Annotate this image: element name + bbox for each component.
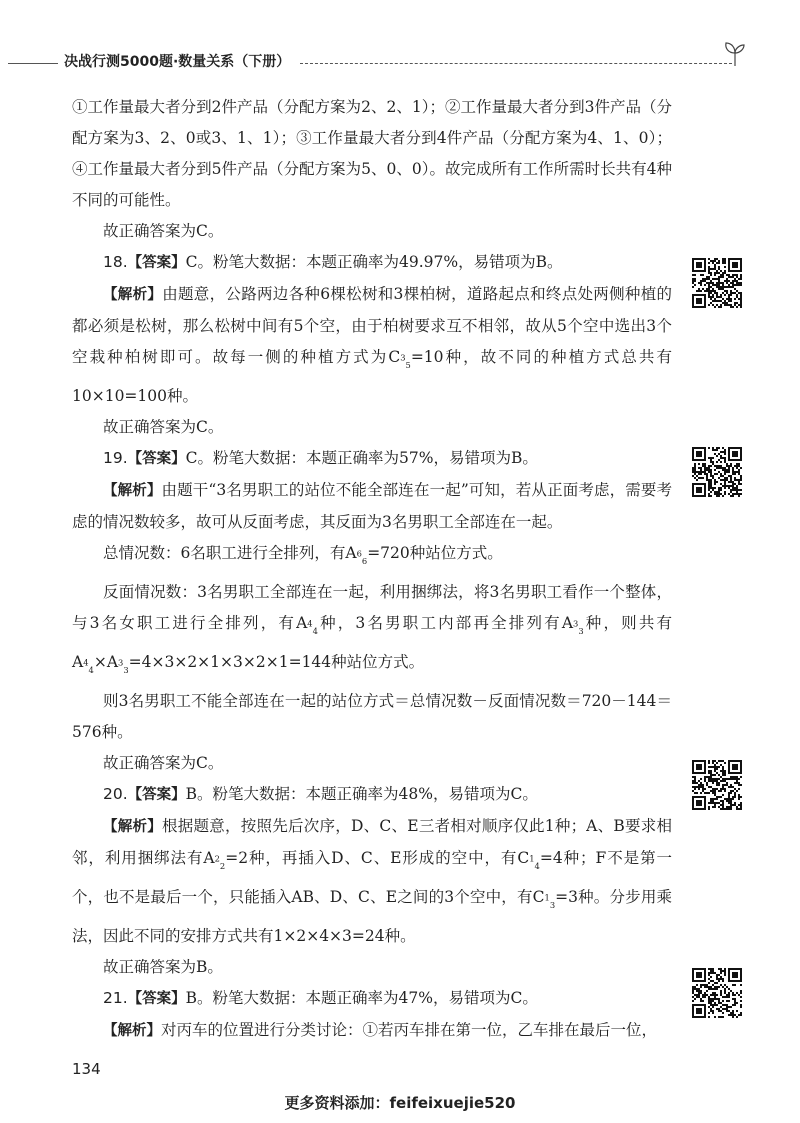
qr-pattern	[692, 258, 742, 308]
sup: 1	[544, 892, 550, 903]
permutation-notation	[214, 853, 226, 871]
text: ×A	[93, 653, 119, 671]
previous-conclusion: 故正确答案为C。	[103, 222, 224, 240]
q18-analysis-text: 由题意，公路两边各种6棵松树和3棵柏树，道路起点和终点处两侧种植的都必须是松树，那么松树中间有5个空，由于柏树要求互不相邻，故从5个空中选出3个空栽种柏树即可。故每一侧的种植方式为C	[72, 285, 672, 366]
q21-analysis-label: 【解析】	[103, 1023, 161, 1039]
text: =2种，再插入D、C、E形成的空中，有C	[225, 849, 530, 867]
qr-pattern	[692, 447, 742, 497]
text: =4×3×2×1×3×2×1=144种站位方式。	[128, 653, 425, 671]
sup: 1	[529, 853, 535, 864]
q18-answer-label: 【答案】	[127, 255, 186, 271]
leaf-icon	[722, 40, 748, 68]
q19-analysis-text: 由题干“3名男职工的站位不能全部连在一起”可知，若从正面考虑，需要考虑的情况数较多，故可从反面考虑，其反面为3名男职工全部连在一起。	[72, 481, 672, 531]
page-content	[72, 92, 672, 1047]
sub: 3	[549, 900, 556, 910]
book-title: 决战行测5000题·数量关系（下册）	[64, 54, 291, 70]
q18-analysis	[72, 279, 672, 412]
sup: 2	[214, 853, 220, 864]
q19-reverse-cases	[72, 577, 672, 686]
q20-conclusion: 故正确答案为B。	[103, 958, 223, 976]
q19-answer-text: C。粉笔大数据：本题正确率为57%，易错项为B。	[185, 449, 538, 467]
q20-answer	[72, 779, 672, 811]
permutation-notation	[307, 618, 318, 636]
text: 根据题意，按照先后次序，D、C、E三者相对顺序仅此1种；A、B要求相邻，利用捆绑法有A	[72, 817, 672, 867]
page-header	[0, 38, 800, 78]
q18-number: 18.	[103, 253, 128, 271]
sub: 6	[361, 556, 368, 566]
text: 总情况数：6名职工进行全排列，有A	[103, 544, 357, 562]
q19-analysis	[72, 475, 672, 538]
header-rule-left	[8, 63, 58, 64]
qr-pattern	[692, 968, 742, 1018]
q19-total-cases	[72, 538, 672, 577]
combination-notation	[400, 352, 411, 370]
q19-answer	[72, 443, 672, 475]
sub: 4	[312, 626, 318, 636]
sub: 2	[219, 861, 226, 871]
q20-answer-text: B。粉笔大数据：本题正确率为48%，易错项为C。	[185, 785, 538, 803]
qr-code-21[interactable]	[692, 968, 742, 1018]
combination-notation	[529, 853, 540, 871]
sub: 5	[405, 360, 411, 370]
page-number: 134	[72, 1060, 101, 1078]
qr-code-20[interactable]	[692, 760, 742, 810]
sub: 3	[123, 665, 129, 675]
q21-answer	[72, 983, 672, 1015]
q21-answer-label: 【答案】	[127, 991, 186, 1007]
q21-answer-text: B。粉笔大数据：本题正确率为47%，易错项为C。	[185, 989, 538, 1007]
q21-number: 21.	[103, 989, 128, 1007]
permutation-notation	[356, 548, 368, 566]
q19-conclusion: 故正确答案为C。	[103, 754, 224, 772]
q18-conclusion: 故正确答案为C。	[103, 418, 224, 436]
q18-answer-text: C。粉笔大数据：本题正确率为49.97%，易错项为B。	[185, 253, 563, 271]
text: 种，则共有A	[72, 614, 672, 671]
q19-analysis-label: 【解析】	[103, 483, 162, 499]
q20-analysis	[72, 811, 672, 952]
q18-analysis-label: 【解析】	[103, 287, 163, 303]
qr-code-19[interactable]	[692, 447, 742, 497]
sub: 3	[578, 626, 584, 636]
footer-note: 更多资料添加：feifeixuejie520	[284, 1094, 516, 1112]
sub: 4	[88, 665, 94, 675]
sup: 3	[573, 618, 579, 629]
q20-analysis-label: 【解析】	[103, 819, 162, 835]
text: =4种；F不是第一个，也不是最后一个，只能插入AB、D、C、E之间的3个空中，有C	[72, 849, 673, 906]
sup: 3	[118, 657, 124, 668]
q21-analysis-text: 对丙车的位置进行分类讨论：①若丙车排在第一位，乙车排在最后一位，	[161, 1021, 658, 1039]
q19-answer-label: 【答案】	[127, 451, 186, 467]
previous-explanation: ①工作量最大者分到2件产品（分配方案为2、2、1）；②工作量最大者分到3件产品（分配方案为3、2、0或3、1、1）；③工作量最大者分到4件产品（分配方案为4、1、0）；④工作量最大者分到5件产品（分配方案为5、0、0）。故完成所有工作所需时长共有4种不同的可能性。	[72, 98, 672, 209]
text: 种，3名男职工内部再全排列有A	[317, 614, 574, 632]
text: =3种。分步用乘法，因此不同的安排方式共有1×2×4×3=24种。	[72, 888, 672, 945]
text: =720种站位方式。	[367, 544, 503, 562]
q18-answer	[72, 247, 672, 279]
qr-pattern	[692, 760, 742, 810]
text: 反面情况数：3名男职工全部连在一起，利用捆绑法，将3名男职工看作一个整体，与3名女职工进行全排列，有A	[72, 583, 672, 632]
q21-analysis	[72, 1015, 672, 1047]
q20-answer-label: 【答案】	[127, 787, 186, 803]
permutation-notation	[573, 618, 584, 636]
sup: 3	[400, 352, 406, 363]
q20-number: 20.	[103, 785, 128, 803]
sup: 4	[83, 657, 89, 668]
q19-number: 19.	[103, 449, 128, 467]
permutation-notation	[118, 657, 129, 675]
combination-notation	[544, 892, 556, 910]
qr-code-18[interactable]	[692, 258, 742, 308]
sup: 6	[356, 548, 362, 559]
q19-result: 则3名男职工不能全部连在一起的站位方式＝总情况数－反面情况数＝720－144＝576种。	[72, 692, 672, 741]
sub: 4	[534, 861, 540, 871]
permutation-notation	[83, 657, 94, 675]
header-rule-right	[300, 63, 732, 64]
q18-analysis-text-2: =10种，故不同的种植方式总共有10×10=100种。	[72, 348, 672, 405]
sup: 4	[307, 618, 313, 629]
